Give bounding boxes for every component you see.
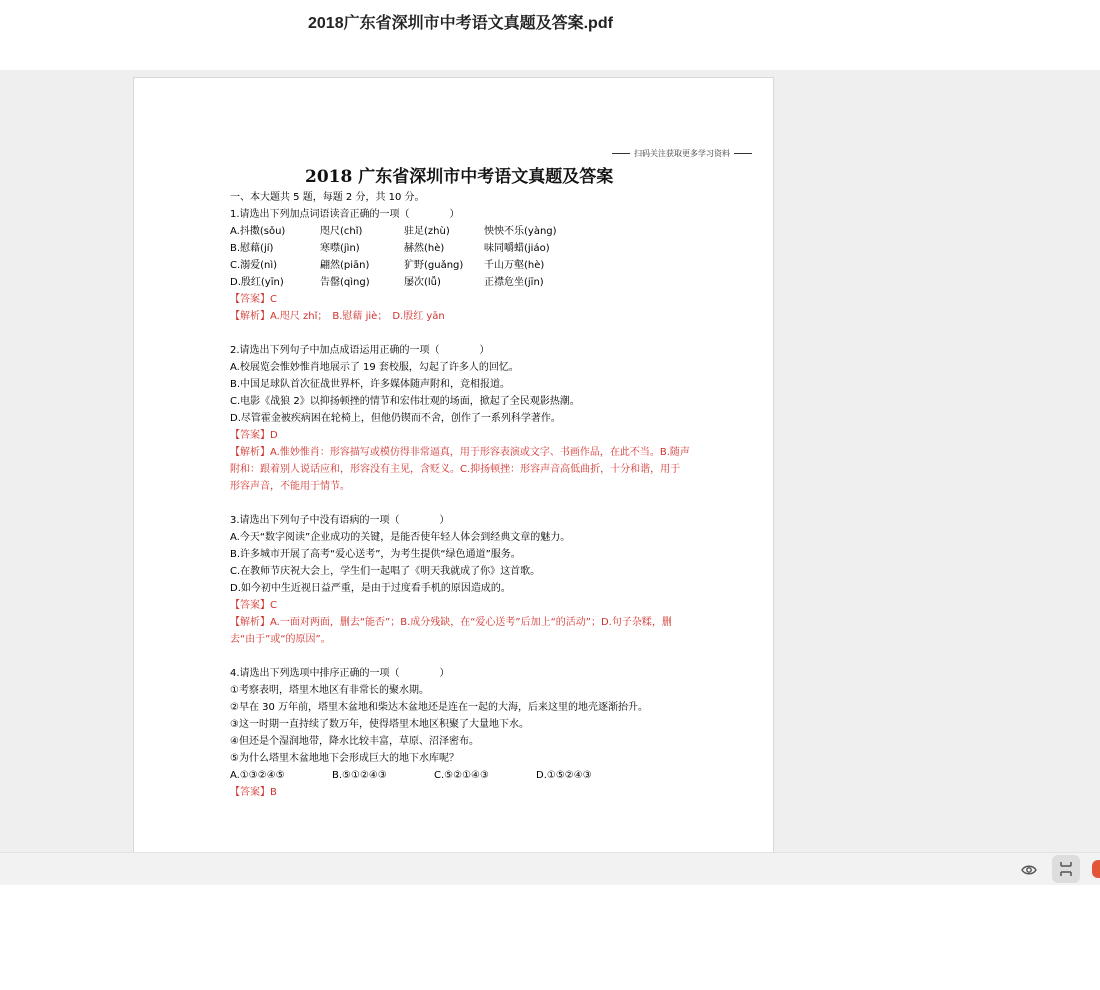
q1-c-1: C.溺爱(nì) <box>230 260 278 271</box>
q3-option-a: A.今天“数字阅读”企业成功的关键，是能否使年轻人体会到经典文章的魅力。 <box>230 532 571 543</box>
q2-option-d: D.尽管霍金被疾病困在轮椅上，但他仍锲而不舍，创作了一系列科学著作。 <box>230 413 561 424</box>
q2-option-a: A.校展览会惟妙惟肖地展示了 19 套校服，勾起了许多人的回忆。 <box>230 362 519 373</box>
q4-choices <box>230 767 690 784</box>
promo-text: 扫码关注获取更多学习资料 <box>612 148 752 159</box>
q1-c-2: 翩然(piān) <box>320 260 370 271</box>
doc-body <box>230 189 690 801</box>
q1-stem: 1.请选出下列加点词语读音正确的一项（ ） <box>230 209 460 220</box>
q1-row-a <box>230 223 690 240</box>
q1-c-4: 千山万壑(hè) <box>484 260 545 271</box>
q1-row-d <box>230 274 690 291</box>
q4-item-2: ②早在 30 万年前，塔里木盆地和柴达木盆地还是连在一起的大海，后来这里的地壳逐渐抬升。 <box>230 702 649 713</box>
q1-a-4: 怏怏不乐(yàng) <box>484 226 557 237</box>
notification-badge[interactable] <box>1092 860 1100 878</box>
q4-answer: 【答案】B <box>230 787 277 798</box>
q4-choice-c: C.⑤②①④③ <box>434 770 489 781</box>
q2-analysis: 【解析】A.惟妙惟肖：形容描写或模仿得非常逼真，用于形容表演或文字、书画作品，在此不当。B.随声附和：跟着别人说话应和，形容没有主见，含贬义。C.抑扬顿挫：形容声音高低曲折，十分和谐，用于形容声音，不能用于情节。 <box>230 447 690 492</box>
q3-stem: 3.请选出下列句子中没有语病的一项（ ） <box>230 515 450 526</box>
q1-a-3: 驻足(zhù) <box>404 226 450 237</box>
q1-b-1: B.慰藉(jí) <box>230 243 274 254</box>
q3-answer: 【答案】C <box>230 600 277 611</box>
q1-d-1: D.殷红(yīn) <box>230 277 284 288</box>
q1-row-b <box>230 240 690 257</box>
q3-analysis: 【解析】A.一面对两面，删去“能否”；B.成分残缺，在“爱心送考”后加上“的活动”；D.句子杂糅，删去“由于”或“的原因”。 <box>230 617 672 645</box>
q1-d-2: 告罄(qìng) <box>320 277 370 288</box>
q1-answer: 【答案】C <box>230 294 277 305</box>
q2-option-b: B.中国足球队首次征战世界杯，许多媒体随声附和，竞相报道。 <box>230 379 511 390</box>
q1-c-3: 犷野(guǎng) <box>404 260 464 271</box>
q4-choice-a: A.①③②④⑤ <box>230 770 285 781</box>
q4-choice-b: B.⑤①②④③ <box>332 770 387 781</box>
q4-item-1: ①考察表明，塔里木地区有非常长的聚水期。 <box>230 685 429 696</box>
q1-b-4: 味同嚼蜡(jiáo) <box>484 243 550 254</box>
q2-stem: 2.请选出下列句子中加点成语运用正确的一项（ ） <box>230 345 490 356</box>
eye-icon[interactable] <box>1021 862 1037 876</box>
fit-page-button[interactable] <box>1052 855 1080 883</box>
section-intro: 一、本大题共 5 题，每题 2 分，共 10 分。 <box>230 192 425 203</box>
q1-d-4: 正襟危坐(jīn) <box>484 277 544 288</box>
q4-choice-d: D.①⑤②④③ <box>536 770 592 781</box>
q1-b-2: 寒噤(jìn) <box>320 243 360 254</box>
q2-answer: 【答案】D <box>230 430 278 441</box>
q1-analysis: 【解析】A.咫尺 zhǐ； B.慰藉 jiè； D.殷红 yān <box>230 311 445 322</box>
q4-item-5: ⑤为什么塔里木盆地地下会形成巨大的地下水库呢？ <box>230 753 459 764</box>
document-title: 2018广东省深圳市中考语文真题及答案.pdf <box>308 15 613 32</box>
title-bar <box>0 0 1100 70</box>
q1-b-3: 赫然(hè) <box>404 243 445 254</box>
q1-a-2: 咫尺(chǐ) <box>320 226 363 237</box>
q4-stem: 4.请选出下列选项中排序正确的一项（ ） <box>230 668 450 679</box>
q3-option-d: D.如今初中生近视日益严重，是由于过度看手机的原因造成的。 <box>230 583 511 594</box>
fit-page-icon <box>1058 861 1074 877</box>
q2-option-c: C.电影《战狼 2》以抑扬顿挫的情节和宏伟壮观的场面，掀起了全民观影热潮。 <box>230 396 580 407</box>
q1-a-1: A.抖擞(sǒu) <box>230 226 286 237</box>
q4-item-3: ③这一时期一直持续了数万年，使得塔里木地区积聚了大量地下水。 <box>230 719 529 730</box>
q1-d-3: 屡次(lǚ) <box>404 277 441 288</box>
q1-row-c <box>230 257 690 274</box>
q3-option-c: C.在教师节庆祝大会上，学生们一起唱了《明天我就成了你》这首歌。 <box>230 566 541 577</box>
doc-heading: 2018 广东省深圳市中考语文真题及答案 <box>305 167 614 187</box>
q3-option-b: B.许多城市开展了高考“爱心送考”，为考生提供“绿色通道”服务。 <box>230 549 521 560</box>
bottom-toolbar <box>0 852 1100 885</box>
q4-item-4: ④但还是个湿润地带，降水比较丰富，草原、沼泽密布。 <box>230 736 479 747</box>
